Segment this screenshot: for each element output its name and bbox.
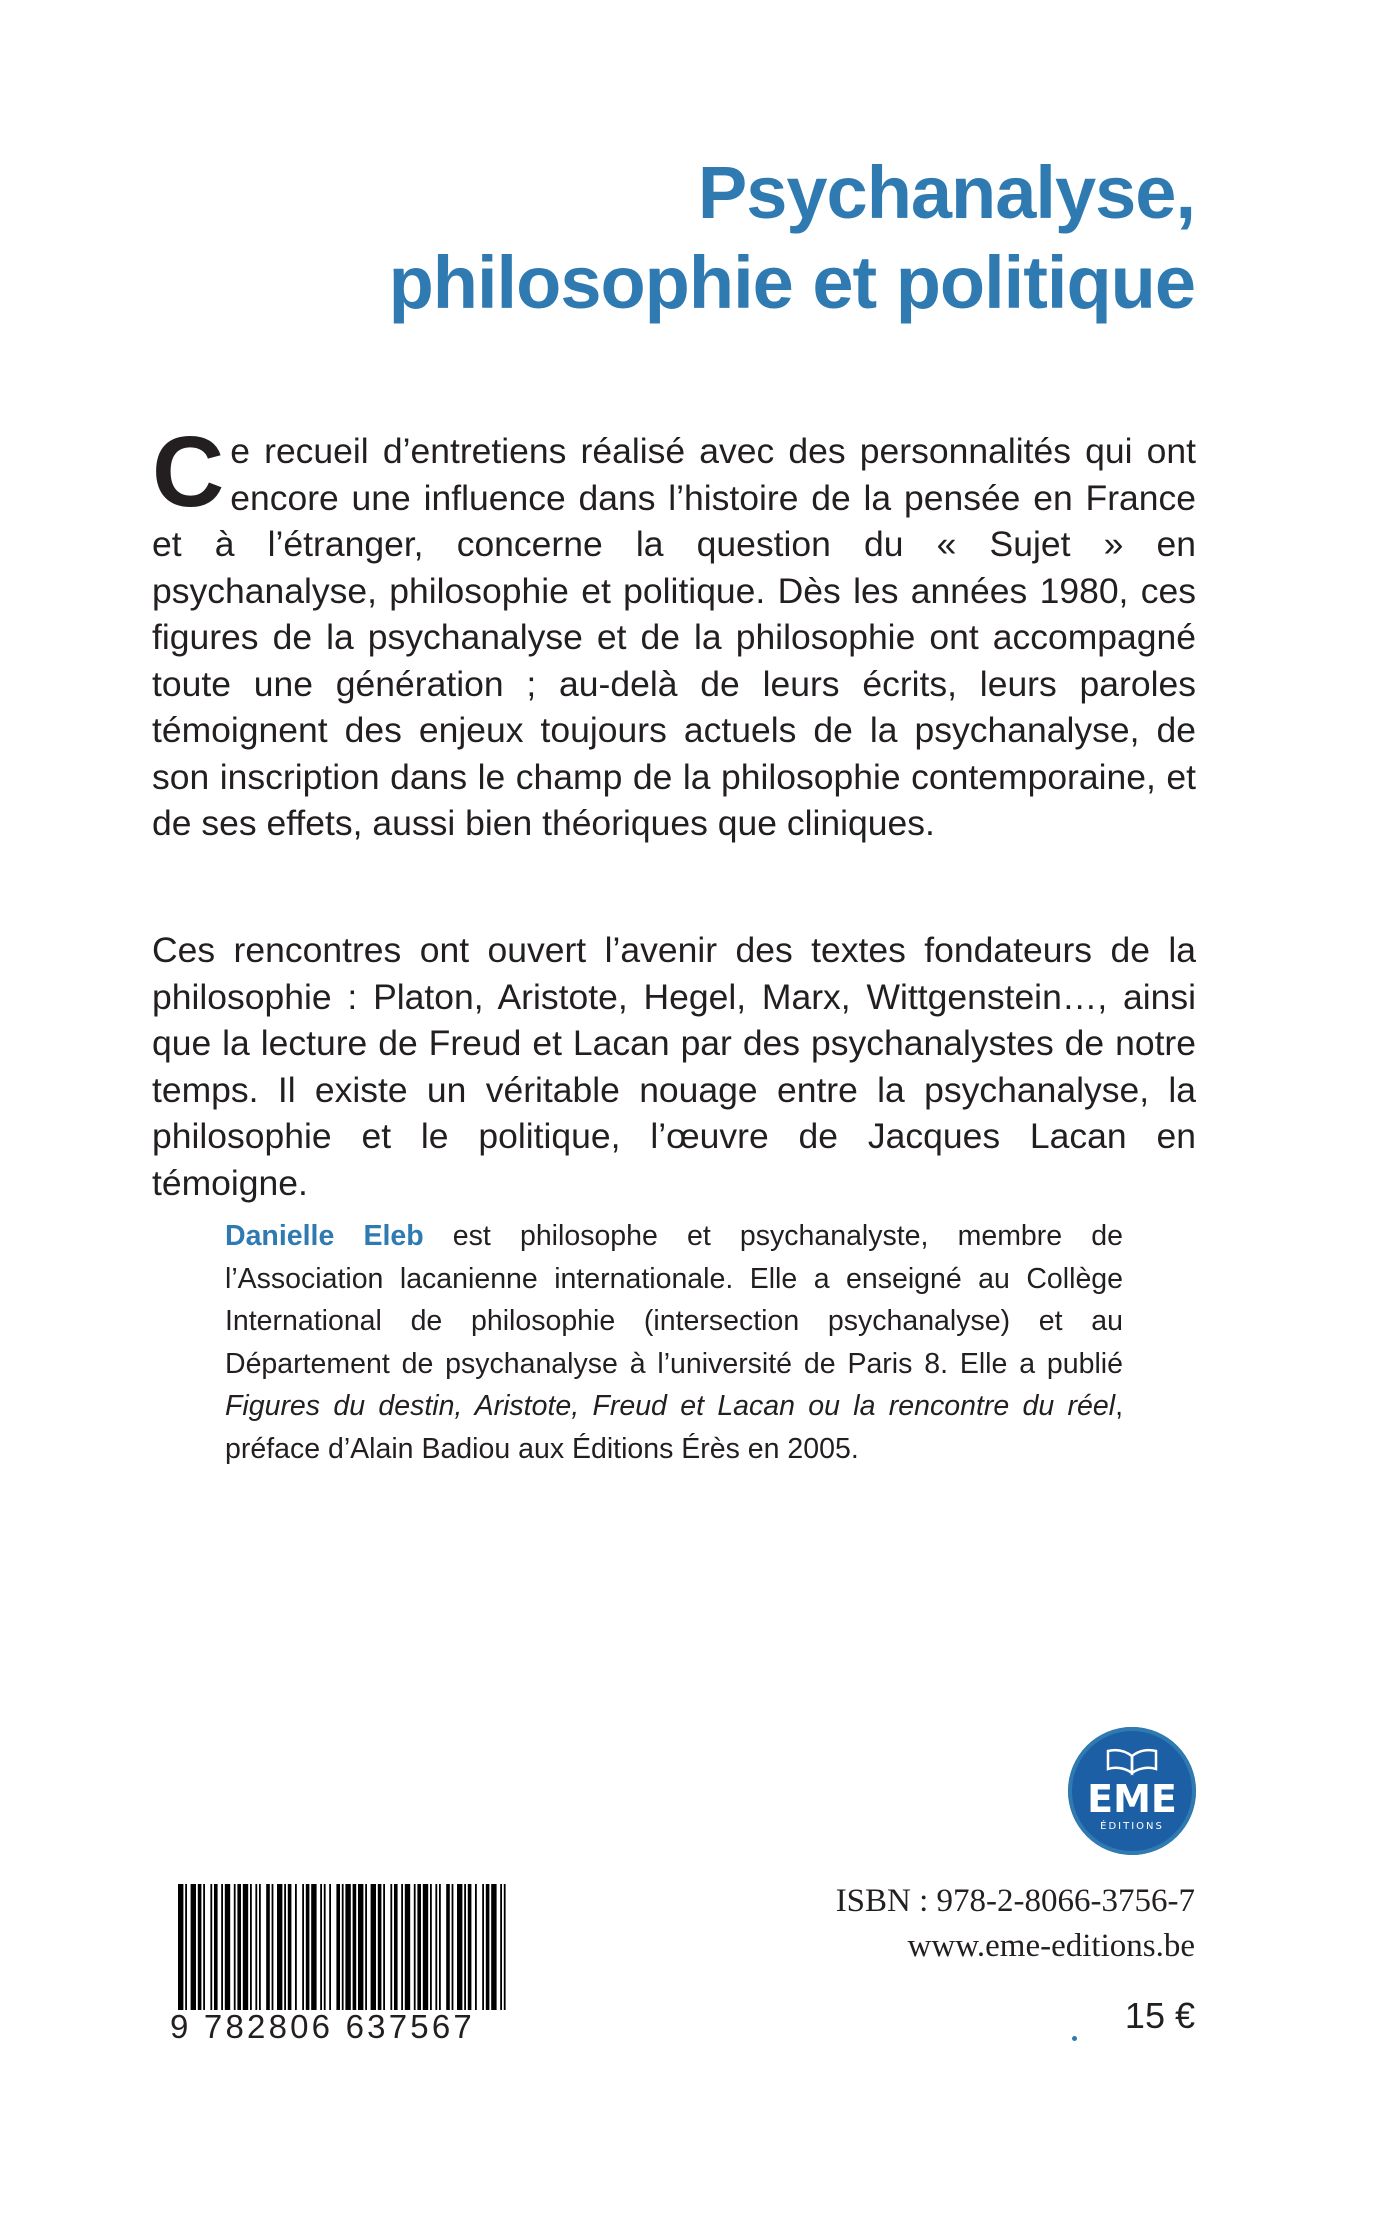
barcode-bar: [234, 1884, 236, 2010]
intro-text: e recueil d’entretiens réalisé avec des personnalités qui ont encore une influence dans l’histoire de la pensée en France et à l’étranger, concerne la question du « Sujet » en psychanalyse, philosophie et politique. Dès les années 1980, ces figures de la psychanalyse et de la philosophie ont accompagné toute une génération ; au-delà de leurs écrits, leurs paroles témoignent des enjeux toujours actuels de la psychanalyse, de son inscription dans le champ de la philosophie contemporaine, et de ses effets, aussi bien théoriques que cliniques.: [152, 431, 1196, 843]
drop-cap: C: [152, 416, 225, 528]
title-line-1: Psychanalyse,: [697, 151, 1195, 234]
website: www.eme-editions.be: [907, 1928, 1195, 1964]
barcode-bar: [255, 1884, 257, 2010]
open-book-icon: [1106, 1747, 1158, 1777]
barcode-bar: [203, 1884, 205, 2010]
barcode-bar: [277, 1884, 282, 2010]
barcode-bar: [295, 1884, 297, 2010]
barcode-bar: [243, 1884, 248, 2010]
barcode-bar: [345, 1884, 350, 2010]
barcode-bar: [500, 1884, 502, 2010]
barcode-bar: [272, 1884, 274, 2010]
barcode-bar: [491, 1884, 496, 2010]
barcode-bar: [210, 1884, 212, 2010]
barcode-bar: [464, 1884, 466, 2010]
barcode-bar: [284, 1884, 286, 2010]
bio-text-2: , préface d’Alain Badiou aux Éditions Érès en 2005.: [225, 1390, 1123, 1465]
barcode-bar: [221, 1884, 223, 2010]
barcode-bar: [266, 1884, 270, 2010]
barcode-bar: [311, 1884, 316, 2010]
barcode-bar: [457, 1884, 462, 2010]
author-bio: [225, 1215, 1123, 1470]
barcode-bar: [288, 1884, 292, 2010]
publisher-logo: [1068, 1727, 1196, 1855]
barcode-bar: [468, 1884, 472, 2010]
barcode-bar: [452, 1884, 454, 2010]
barcode-bar: [336, 1884, 340, 2010]
author-name: Danielle Eleb: [225, 1220, 424, 1252]
barcode-bar: [423, 1884, 428, 2010]
barcode-bar: [504, 1884, 506, 2010]
barcode-bar: [358, 1884, 363, 2010]
barcode-bar: [178, 1884, 183, 2010]
barcode-bar: [414, 1884, 416, 2010]
barcode-bar: [320, 1884, 322, 2010]
barcode-bar: [191, 1884, 196, 2010]
barcode-bar: [475, 1884, 477, 2010]
bio-text-1: est philosophe et psychanalyste, membre de l’Association lacanienne internationale. Elle a enseigné au Collège International de philosophie (intersection psychanalyse) et au Département de psychanalyse à l’université de Paris 8. Elle a publié: [225, 1220, 1123, 1380]
barcode-bar: [371, 1884, 376, 2010]
logo-name: EME: [1087, 1777, 1177, 1821]
barcode-bar: [446, 1884, 450, 2010]
barcode-bar: [486, 1884, 490, 2010]
barcode-bar: [259, 1884, 261, 2010]
barcode-bar: [365, 1884, 367, 2010]
intro-paragraph: [152, 416, 1196, 847]
book-title: [389, 148, 1195, 328]
barcode-bar: [324, 1884, 326, 2010]
barcode-bar: [250, 1884, 252, 2010]
barcode-bar: [302, 1884, 304, 2010]
price: 15 €: [1124, 1995, 1195, 2036]
barcode-bar: [353, 1884, 357, 2010]
barcode-bar: [435, 1884, 437, 2010]
barcode-bar: [185, 1884, 187, 2010]
bio-book-title: Figures du destin, Aristote, Freud et Lacan ou la rencontre du réel: [225, 1390, 1116, 1422]
barcode-digits: 9 782806 637567: [170, 2008, 475, 2045]
barcode-bar: [306, 1884, 310, 2010]
barcode-bar: [417, 1884, 421, 2010]
barcode-bar: [390, 1884, 392, 2010]
barcode-bar: [329, 1884, 331, 2010]
barcode-bar: [430, 1884, 432, 2010]
barcode-bar: [237, 1884, 241, 2010]
barcode-bar: [214, 1884, 218, 2010]
barcode-bar: [482, 1884, 484, 2010]
barcode-bars: [176, 1884, 508, 2010]
barcode-bar: [198, 1884, 202, 2010]
barcode-bar: [225, 1884, 230, 2010]
barcode: [170, 1884, 508, 2052]
barcode-bar: [383, 1884, 385, 2010]
second-paragraph: Ces rencontres ont ouvert l’avenir des textes fondateurs de la philosophie : Platon, Aristote, Hegel, Marx, Wittgenstein…, ainsi que la lecture de Freud et Lacan par des psychanalystes de notre temps. Il existe un véritable nouage entre la psychanalyse, la philosophie et le politique, l’œuvre de Jacques Lacan en témoigne.: [152, 930, 1196, 1203]
barcode-bar: [394, 1884, 398, 2010]
barcode-bar: [342, 1884, 344, 2010]
barcode-bar: [401, 1884, 403, 2010]
barcode-bar: [405, 1884, 410, 2010]
isbn: ISBN : 978-2-8066-3756-7: [835, 1883, 1195, 1919]
title-line-2: philosophie et politique: [388, 241, 1195, 324]
logo-subtitle: ÉDITIONS: [1100, 1821, 1164, 1832]
decorative-dot: [1072, 2036, 1077, 2041]
barcode-bar: [378, 1884, 382, 2010]
barcode-bar: [439, 1884, 441, 2010]
